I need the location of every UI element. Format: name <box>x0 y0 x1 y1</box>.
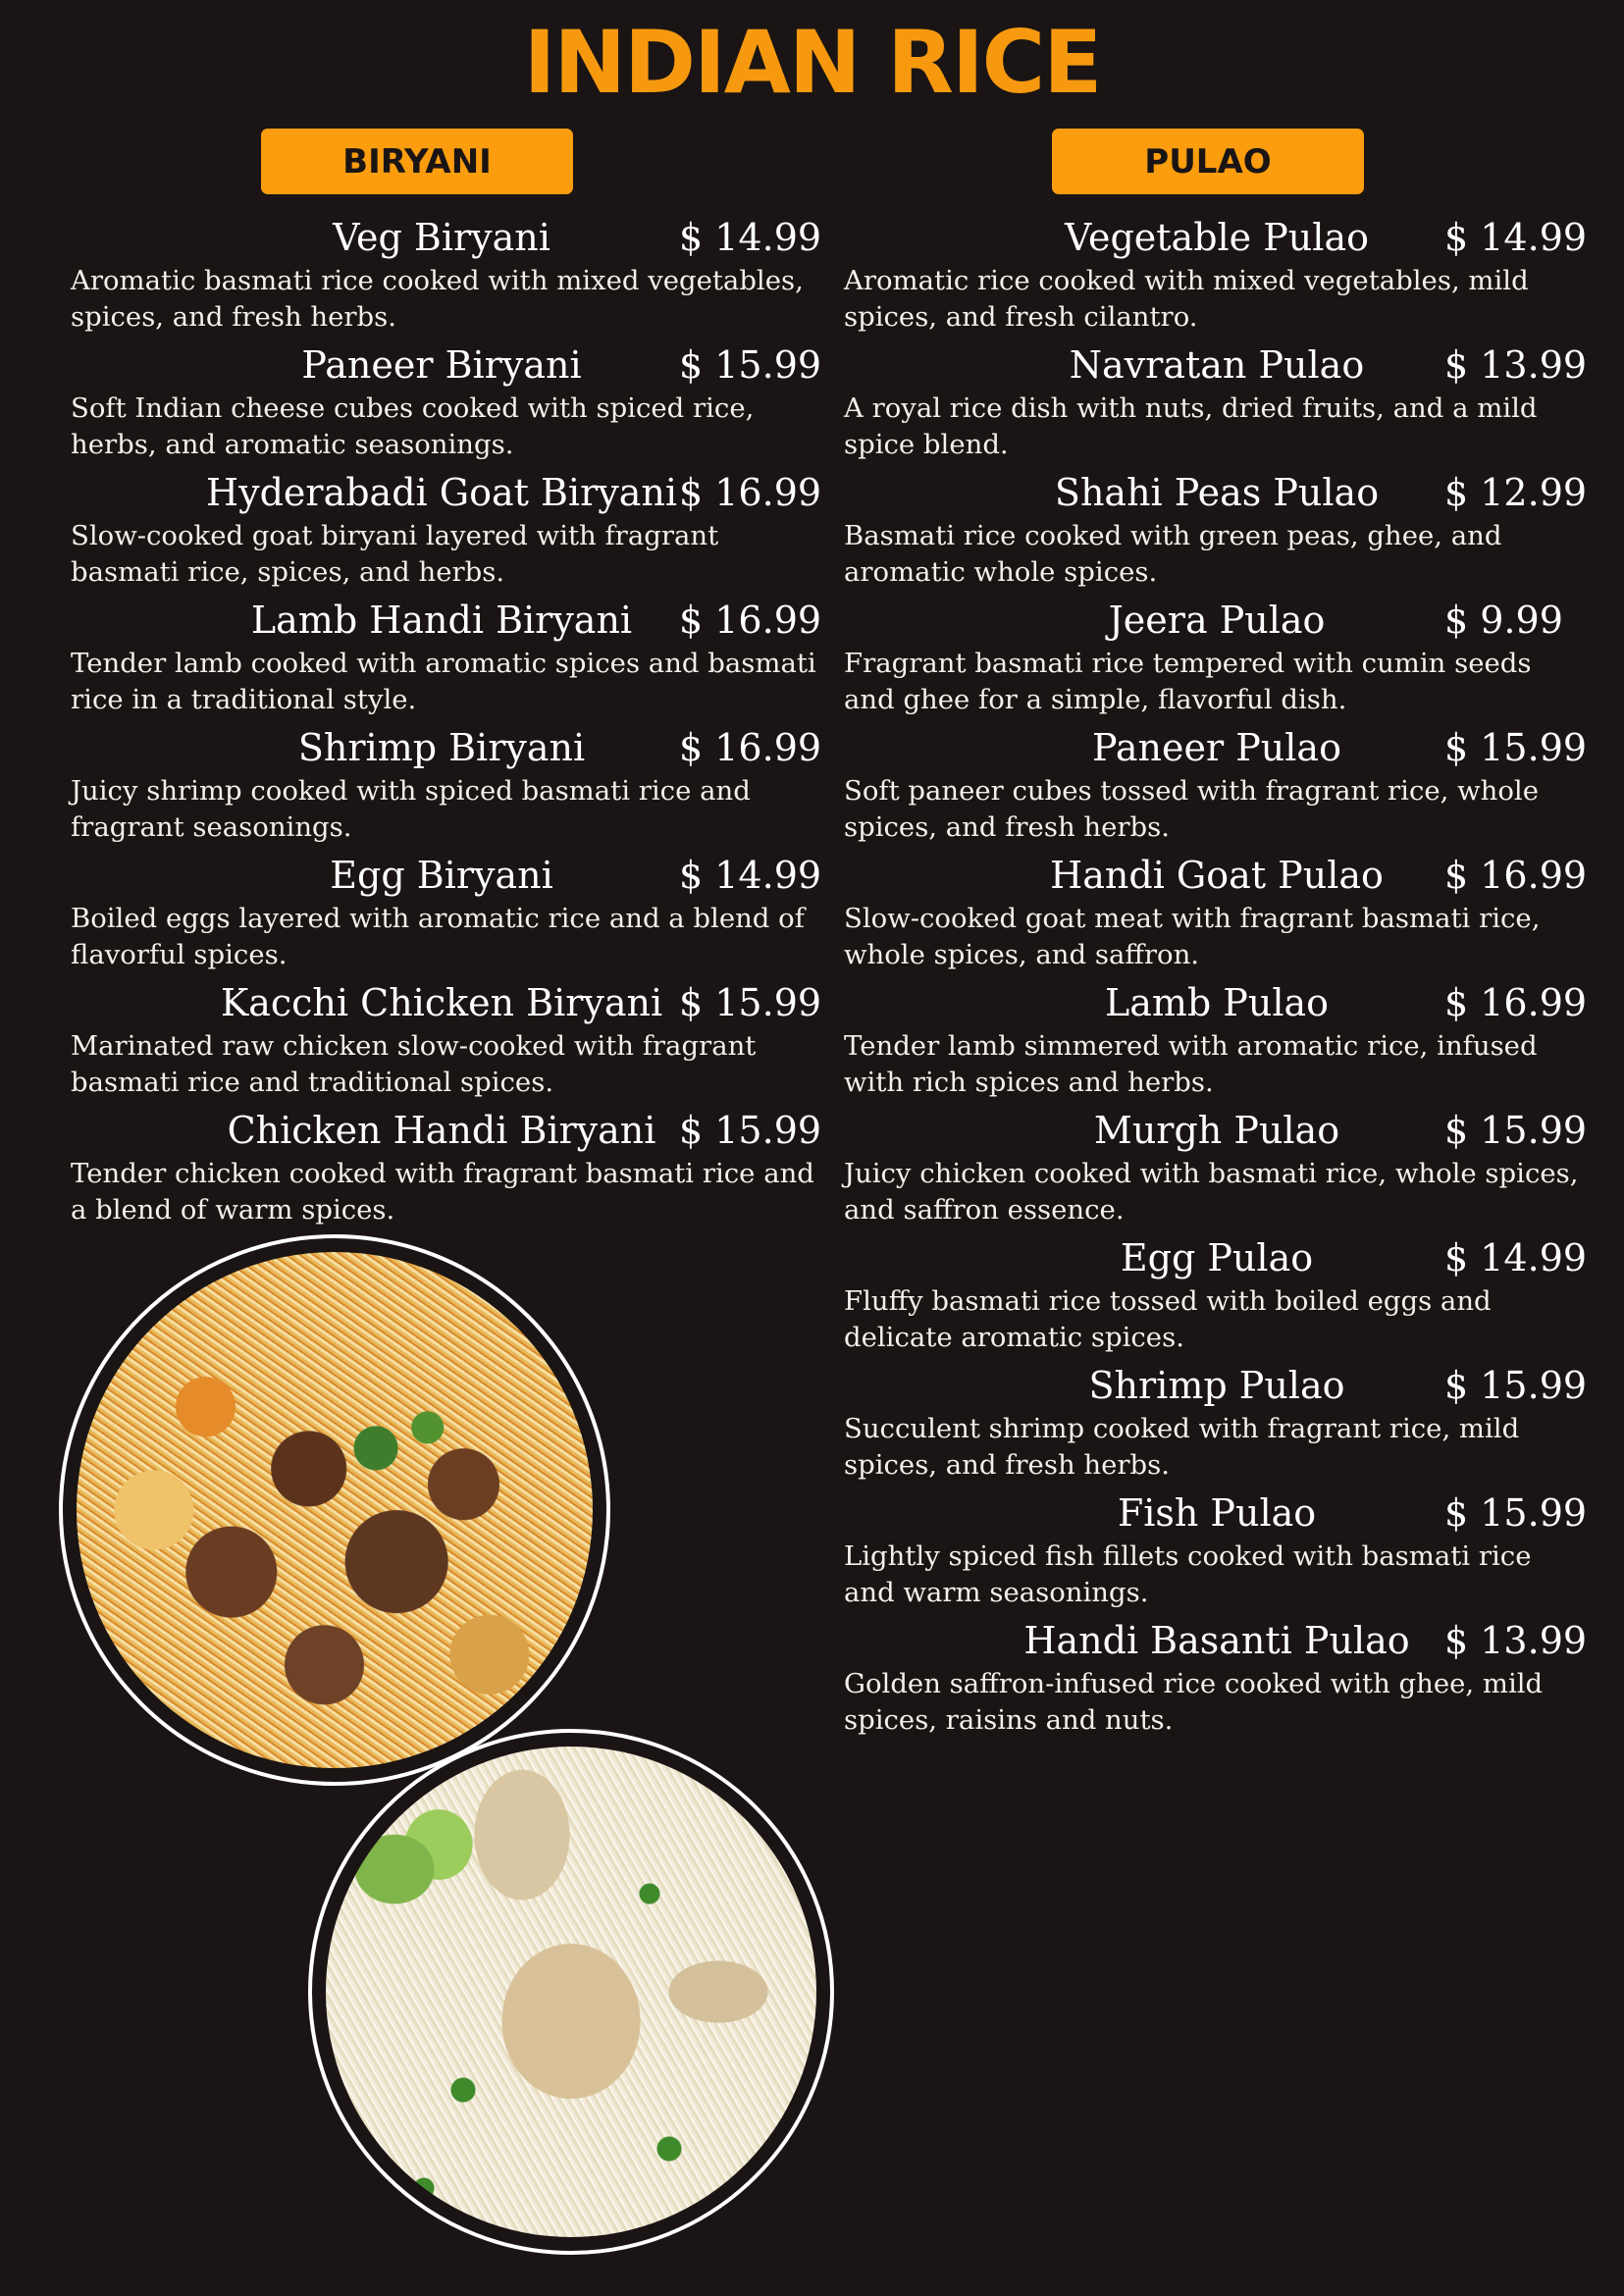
menu-item-price: $ 16.99 <box>679 471 822 514</box>
chicken-pulao-photo <box>308 1729 834 2255</box>
menu-title: INDIAN RICE <box>523 12 1101 113</box>
menu-item-name: Egg Biryani <box>330 854 553 897</box>
menu-item-name: Shahi Peas Pulao <box>1054 471 1380 514</box>
menu-item <box>71 720 822 848</box>
menu-item-description: Tender lamb simmered with aromatic rice, infused with rich spices and herbs. <box>844 1030 1538 1098</box>
menu-item-name: Navratan Pulao <box>1069 343 1365 387</box>
goat-biryani-photo <box>59 1234 610 1786</box>
menu-item-price: $ 14.99 <box>679 854 822 897</box>
menu-item-description: Aromatic basmati rice cooked with mixed vegetables, spices, and fresh herbs. <box>71 265 804 333</box>
menu-item-price: $ 13.99 <box>1444 1619 1588 1662</box>
menu-item-price: $ 15.99 <box>679 1109 822 1152</box>
menu-item <box>844 720 1590 848</box>
menu-item-price: $ 15.99 <box>679 981 822 1024</box>
menu-item-price: $ 15.99 <box>1444 1491 1588 1535</box>
menu-item <box>844 210 1590 338</box>
menu-item-description: Basmati rice cooked with green peas, ghee, and aromatic whole spices. <box>844 520 1502 588</box>
menu-item-name: Handi Goat Pulao <box>1050 854 1384 897</box>
menu-item <box>71 1103 822 1230</box>
menu-item-name: Murgh Pulao <box>1093 1109 1340 1152</box>
menu-item-description: Tender lamb cooked with aromatic spices and basmati rice in a traditional style. <box>71 648 816 715</box>
menu-item <box>71 465 822 593</box>
section-header-biryani <box>261 129 573 194</box>
menu-item-name: Kacchi Chicken Biryani <box>220 981 663 1024</box>
menu-item-name: Veg Biryani <box>333 216 550 259</box>
menu-item <box>844 975 1590 1103</box>
menu-item-description: Juicy chicken cooked with basmati rice, whole spices, and saffron essence. <box>844 1158 1579 1226</box>
menu-item-name: Shrimp Pulao <box>1088 1364 1345 1407</box>
menu-item-description: Boiled eggs layered with aromatic rice and a blend of flavorful spices. <box>71 903 805 970</box>
menu-item-price: $ 14.99 <box>1444 1236 1588 1279</box>
menu-item-price: $ 16.99 <box>679 599 822 642</box>
menu-item-name: Jeera Pulao <box>1108 599 1326 642</box>
menu-item <box>844 1613 1590 1741</box>
menu-item-price: $ 13.99 <box>1444 343 1588 387</box>
goat-biryani-image <box>77 1252 593 1768</box>
menu-item <box>844 848 1590 975</box>
menu-item-description: Slow-cooked goat biryani layered with fragrant basmati rice, spices, and herbs. <box>71 520 719 588</box>
menu-item <box>844 1230 1590 1358</box>
menu-item-description: Fragrant basmati rice tempered with cumin seeds and ghee for a simple, flavorful dish. <box>844 648 1532 715</box>
menu-item-description: Aromatic rice cooked with mixed vegetables, mild spices, and fresh cilantro. <box>844 265 1529 333</box>
menu-item-price: $ 14.99 <box>1444 216 1588 259</box>
menu-item-description: Tender chicken cooked with fragrant basmati rice and a blend of warm spices. <box>71 1158 814 1226</box>
menu-item-description: Fluffy basmati rice tossed with boiled eggs and delicate aromatic spices. <box>844 1285 1492 1353</box>
menu-item-name: Lamb Pulao <box>1104 981 1330 1024</box>
pulao-menu-list <box>844 210 1590 1741</box>
menu-item <box>71 210 822 338</box>
biryani-menu-list <box>71 210 822 1230</box>
menu-item-name: Chicken Handi Biryani <box>227 1109 656 1152</box>
menu-item <box>844 1358 1590 1486</box>
menu-item <box>844 338 1590 465</box>
menu-item-description: Succulent shrimp cooked with fragrant rice, mild spices, and fresh herbs. <box>844 1413 1520 1481</box>
menu-item-description: Soft paneer cubes tossed with fragrant rice, whole spices, and fresh herbs. <box>844 775 1539 843</box>
menu-item-description: Slow-cooked goat meat with fragrant basmati rice, whole spices, and saffron. <box>844 903 1541 970</box>
menu-item <box>844 593 1590 720</box>
section-label-biryani: BIRYANI <box>342 141 492 182</box>
section-label-pulao: PULAO <box>1144 141 1272 182</box>
menu-item-description: Marinated raw chicken slow-cooked with fragrant basmati rice and traditional spices. <box>71 1030 757 1098</box>
menu-item-description: A royal rice dish with nuts, dried fruits, and a mild spice blend. <box>844 392 1538 460</box>
menu-item-description: Juicy shrimp cooked with spiced basmati rice and fragrant seasonings. <box>71 775 751 843</box>
menu-item-price: $ 15.99 <box>1444 1109 1588 1152</box>
menu-item-name: Lamb Handi Biryani <box>250 599 633 642</box>
menu-item <box>844 465 1590 593</box>
menu-item-price: $ 15.99 <box>1444 726 1588 769</box>
menu-item-description: Soft Indian cheese cubes cooked with spiced rice, herbs, and aromatic seasonings. <box>71 392 755 460</box>
menu-item-price: $ 12.99 <box>1444 471 1588 514</box>
menu-item-price: $ 16.99 <box>679 726 822 769</box>
menu-item-price: $ 14.99 <box>679 216 822 259</box>
menu-item <box>71 593 822 720</box>
menu-item-name: Shrimp Biryani <box>297 726 586 769</box>
menu-item <box>71 848 822 975</box>
menu-item-name: Vegetable Pulao <box>1065 216 1369 259</box>
menu-item-price: $ 16.99 <box>1444 981 1588 1024</box>
menu-item-description: Golden saffron-infused rice cooked with ghee, mild spices, raisins and nuts. <box>844 1668 1544 1736</box>
menu-item-name: Egg Pulao <box>1120 1236 1314 1279</box>
menu-item-name: Paneer Pulao <box>1092 726 1341 769</box>
menu-item-price: $ 15.99 <box>679 343 822 387</box>
section-header-pulao <box>1052 129 1364 194</box>
chicken-pulao-image <box>326 1747 816 2237</box>
menu-item <box>71 975 822 1103</box>
menu-item <box>844 1486 1590 1613</box>
menu-item-price: $ 9.99 <box>1444 599 1563 642</box>
menu-item-price: $ 15.99 <box>1444 1364 1588 1407</box>
menu-item-price: $ 16.99 <box>1444 854 1588 897</box>
menu-item-name: Handi Basanti Pulao <box>1023 1619 1410 1662</box>
menu-item <box>71 338 822 465</box>
menu-item <box>844 1103 1590 1230</box>
menu-item-name: Paneer Biryani <box>301 343 582 387</box>
menu-item-description: Lightly spiced fish fillets cooked with basmati rice and warm seasonings. <box>844 1540 1532 1608</box>
menu-item-name: Fish Pulao <box>1117 1491 1317 1535</box>
menu-item-name: Hyderabadi Goat Biryani <box>205 471 678 514</box>
